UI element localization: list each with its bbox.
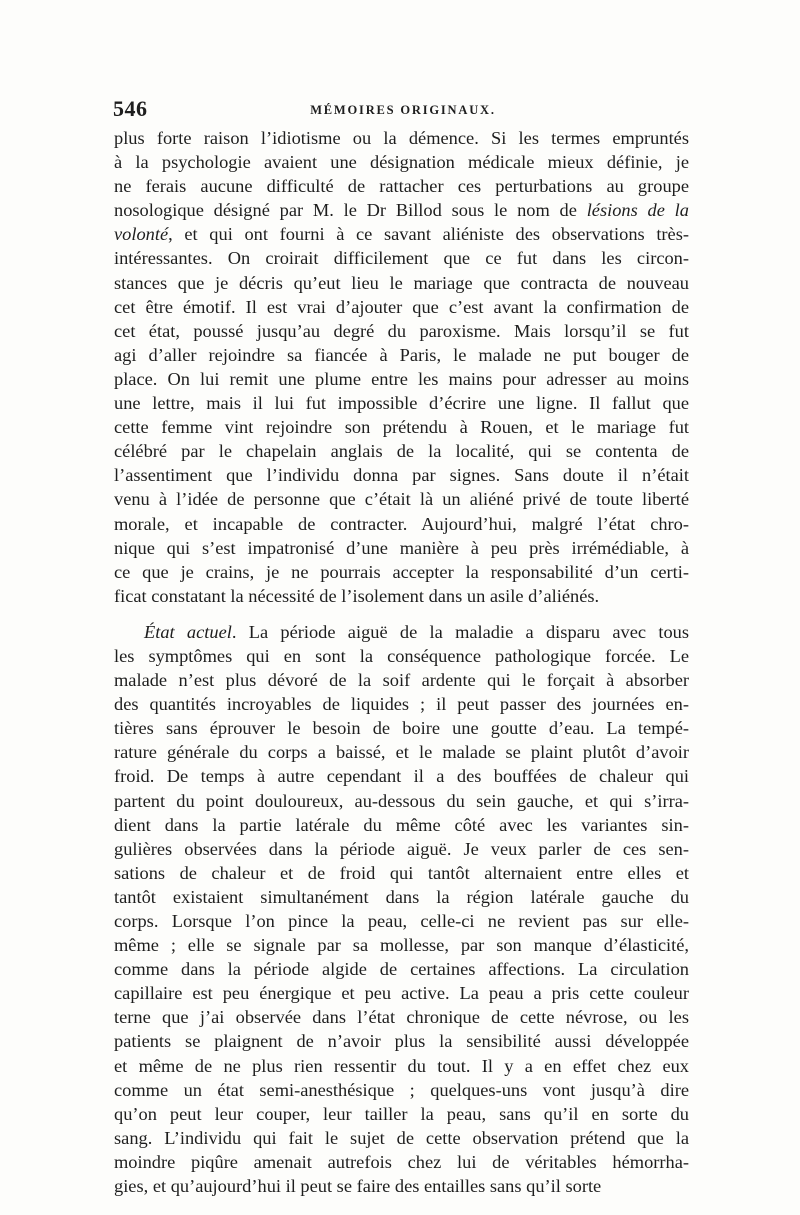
text-line: ne ferais aucune difficulté de rattacher ces perturbations au groupe [114,176,689,197]
text-line: rature générale du corps a baissé, et le malade se plaint plutôt d’avoir [114,742,689,763]
text-line: morale, et incapable de contracter. Aujourd’hui, malgré l’état chro- [114,513,689,534]
text-line: sang. L’individu qui fait le sujet de cette observation prétend que la [114,1127,689,1148]
text-line: plus forte raison l’idiotisme ou la démence. Si les termes empruntés [114,128,689,148]
text-line: venu à l’idée de personne que c’était là un aliéné privé de toute liberté [114,489,689,510]
page-header [113,96,693,126]
paragraph-gap [114,608,689,620]
text-line: capillaire est peu énergique et peu active. La peau a pris cette couleur [114,983,689,1004]
paragraph [114,126,689,608]
text-line: comme un état semi-anesthésique ; quelques-uns vont jusqu’à dire [114,1079,689,1100]
text-line: à la psychologie avaient une désignation médicale mieux définie, je [114,152,689,173]
text-line: gies, et qu’aujourd’hui il peut se faire des entailles sans qu’il sorte [114,1176,602,1197]
text-segment: . La période aiguë de la maladie a disparu avec tous [231,621,689,642]
text-line: cet être émotif. Il est vrai d’ajouter que c’est avant la confirmation de [114,296,689,317]
text-line: agi d’aller rejoindre sa fiancée à Paris, le malade ne put bouger de [114,344,689,365]
text-line [114,620,689,644]
text-line: tières sans éprouver le besoin de boire une goutte d’eau. La tempé- [114,718,689,739]
paragraph [114,620,689,1198]
text-line [114,198,689,222]
text-line: célébré par le chapelain anglais de la localité, qui se contenta de [114,441,689,462]
body-text [114,126,689,1198]
text-line: qu’on peut leur couper, leur tailler la peau, sans qu’il en sorte du [114,1103,689,1124]
text-line: les symptômes qui en sont la conséquence pathologique forcée. Le [114,645,689,666]
text-segment: , et qui ont fourni à ce savant aliéniste des observations très- [168,224,689,245]
text-line: froid. De temps à autre cependant il a des bouffées de chaleur qui [114,766,689,787]
text-line: stances que je décris qu’eut lieu le mariage que contracta de nouveau [114,272,689,293]
italic-term: État actuel [144,621,232,642]
text-line: partent du point douloureux, au-dessous du sein gauche, et qui s’irra- [114,790,689,811]
text-segment: nosologique désigné par M. le Dr Billod sous le nom de [114,200,587,221]
text-line: cette femme vint rejoindre son prétendu à Rouen, et le mariage fut [114,417,689,438]
text-line: corps. Lorsque l’on pince la peau, celle-ci ne revient pas sur elle- [114,911,689,931]
text-line: cet état, poussé jusqu’au degré du paroxisme. Mais lorsqu’il se fut [114,320,689,341]
text-line: patients se plaignent de n’avoir plus la sensibilité aussi développée [114,1031,689,1052]
text-line: des quantités incroyables de liquides ; il peut passer des journées en- [114,694,689,715]
text-line: une lettre, mais il lui fut impossible d’écrire une ligne. Il fallut que [114,393,689,414]
text-line: tantôt existaient simultanément dans la région latérale gauche du [114,886,689,907]
text-line: ce que je crains, je ne pourrais accepter la responsabilité d’un certi- [114,561,689,582]
text-line: dient dans la partie latérale du même côté avec les variantes sin- [114,814,689,835]
text-line: et même de ne plus rien ressentir du tout. Il y a en effet chez eux [114,1055,689,1076]
text-line: malade n’est plus dévoré de la soif ardente qui le forçait à absorber [114,670,689,691]
text-line: gulières observées dans la période aiguë. Je veux parler de ces sen- [114,838,689,859]
text-line: même ; elle se signale par sa mollesse, par son manque d’élasticité, [114,935,689,956]
italic-term: lésions de la [586,200,689,221]
text-line: terne que j’ai observée dans l’état chronique de cette névrose, ou les [114,1007,689,1028]
text-line: sations de chaleur et de froid qui tantôt alternaient entre elles et [114,862,689,883]
page-number: 546 [113,96,148,121]
text-line: ficat constatant la nécessité de l’isolement dans un asile d’aliénés. [114,585,600,606]
running-head: MÉMOIRES ORIGINAUX. [310,103,496,117]
text-line: l’assentiment que l’individu donna par signes. Sans doute il n’était [114,465,689,486]
text-line: nique qui s’est impatronisé d’une manière à peu près irrémédiable, à [114,537,689,558]
text-line: place. On lui remit une plume entre les mains pour adresser au moins [114,368,689,389]
italic-term: volonté [114,224,169,245]
text-line [114,222,689,246]
text-line: moindre piqûre amenait autrefois chez lui de véritables hémorrha- [114,1151,689,1172]
text-line: comme dans la période algide de certaines affections. La circulation [114,959,689,980]
text-line: intéressantes. On croirait difficilement que ce fut dans les circon- [114,248,689,269]
